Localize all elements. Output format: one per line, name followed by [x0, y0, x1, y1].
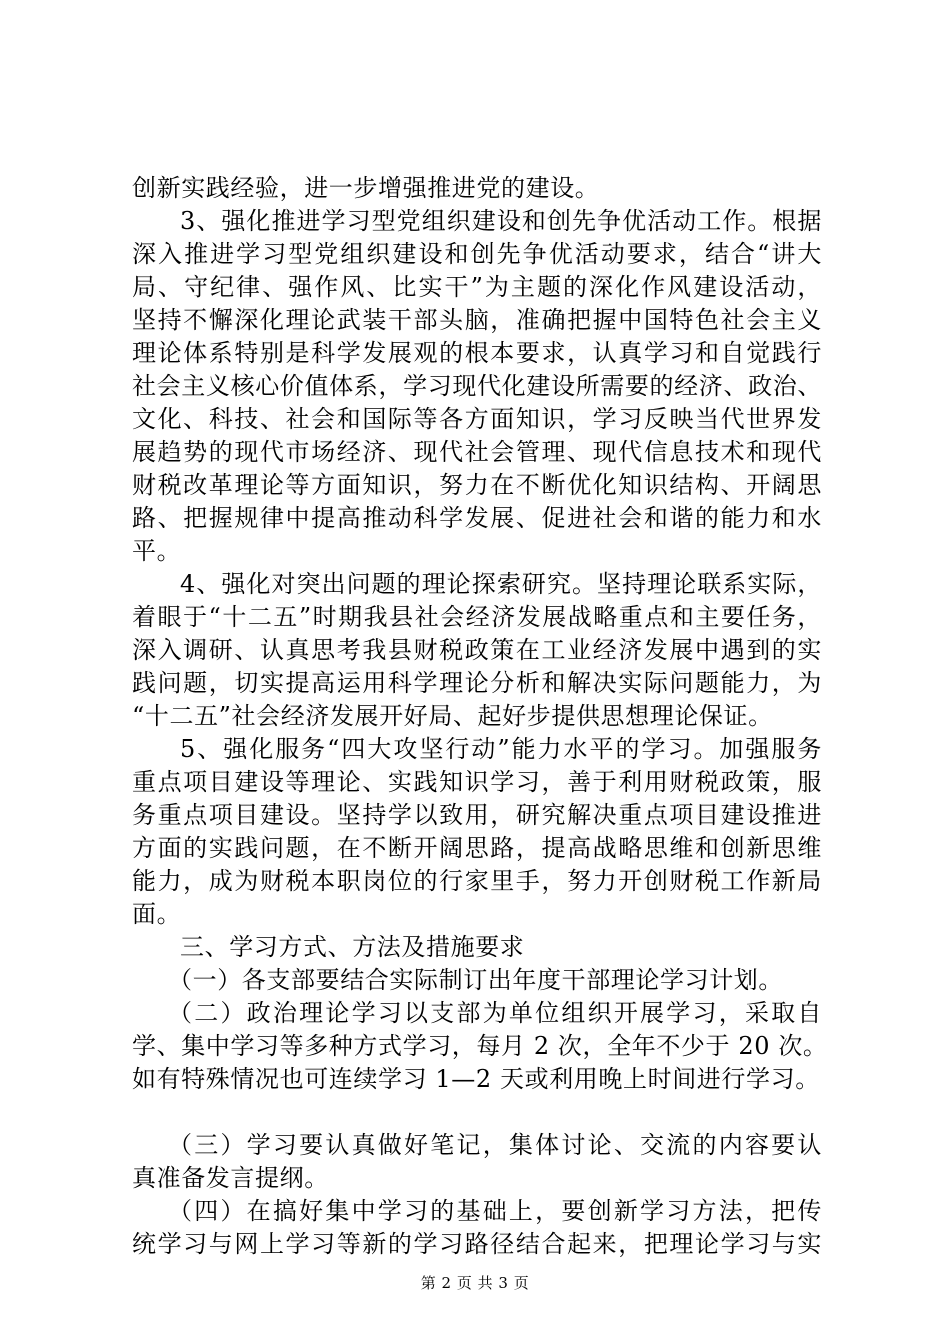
- paragraph-line: 理论体系特别是科学发展观的根本要求，认真学习和自觉践行: [132, 339, 822, 367]
- paragraph-line: 深入推进学习型党组织建设和创先争优活动要求，结合“讲大: [132, 240, 822, 268]
- paragraph-line: 文化、科技、社会和国际等各方面知识，学习反映当代世界发: [132, 405, 822, 433]
- paragraph-line: 真准备发言提纲。: [132, 1164, 329, 1192]
- paragraph-line: 重点项目建设等理论、实践知识学习，善于利用财税政策，服: [132, 768, 822, 796]
- paragraph-line: （二）政治理论学习以支部为单位组织开展学习，采取自: [168, 999, 822, 1027]
- paragraph-line: 方面的实践问题，在不断开阔思路，提高战略思维和创新思维: [132, 834, 822, 862]
- paragraph-line: 面。: [132, 900, 182, 928]
- body-text: [132, 172, 828, 1261]
- paragraph-line: 能力，成为财税本职岗位的行家里手，努力开创财税工作新局: [132, 867, 822, 895]
- paragraph-line: 路、把握规律中提高推动科学发展、促进社会和谐的能力和水: [132, 504, 822, 532]
- paragraph-line: 4、强化对突出问题的理论探索研究。坚持理论联系实际，: [180, 570, 822, 598]
- paragraph-line: 创新实践经验，进一步增强推进党的建设。: [132, 174, 600, 202]
- page-number: 第 2 页 共 3 页: [420, 1274, 530, 1292]
- section-heading: 三、学习方式、方法及措施要求: [180, 933, 525, 961]
- paragraph-line: 着眼于“十二五”时期我县社会经济发展战略重点和主要任务，: [132, 603, 822, 631]
- paragraph-line: “十二五”社会经济发展开好局、起好步提供思想理论保证。: [132, 702, 773, 730]
- paragraph-line: 3、强化推进学习型党组织建设和创先争优活动工作。根据: [180, 207, 822, 235]
- paragraph-line: 务重点项目建设。坚持学以致用，研究解决重点项目建设推进: [132, 801, 822, 829]
- paragraph-line: 平。: [132, 537, 182, 565]
- paragraph-line: 局、守纪律、强作风、比实干”为主题的深化作风建设活动，: [132, 273, 822, 301]
- paragraph-line: 坚持不懈深化理论武装干部头脑，准确把握中国特色社会主义: [132, 306, 822, 334]
- paragraph-line: 财税改革理论等方面知识，努力在不断优化知识结构、开阔思: [132, 471, 822, 499]
- paragraph-line: 5、强化服务“四大攻坚行动”能力水平的学习。加强服务: [180, 735, 822, 763]
- paragraph-line: （三）学习要认真做好笔记，集体讨论、交流的内容要认: [168, 1131, 822, 1159]
- paragraph-line: 学、集中学习等多种方式学习，每月 2 次，全年不少于 20 次。: [132, 1032, 828, 1060]
- paragraph-line: 如有特殊情况也可连续学习 1—2 天或利用晚上时间进行学习。: [132, 1065, 820, 1093]
- paragraph-line: 统学习与网上学习等新的学习路径结合起来，把理论学习与实: [132, 1230, 822, 1258]
- paragraph-line: 社会主义核心价值体系，学习现代化建设所需要的经济、政治、: [132, 372, 822, 400]
- paragraph-line: （四）在搞好集中学习的基础上，要创新学习方法，把传: [168, 1197, 822, 1225]
- paragraph-line: 践问题，切实提高运用科学理论分析和解决实际问题能力，为: [132, 669, 822, 697]
- paragraph-line: 展趋势的现代市场经济、现代社会管理、现代信息技术和现代: [132, 438, 822, 466]
- blank-line: [132, 1096, 822, 1129]
- paragraph-line: 深入调研、认真思考我县财税政策在工业经济发展中遇到的实: [132, 636, 822, 664]
- paragraph-line: （一）各支部要结合实际制订出年度干部理论学习计划。: [168, 966, 783, 994]
